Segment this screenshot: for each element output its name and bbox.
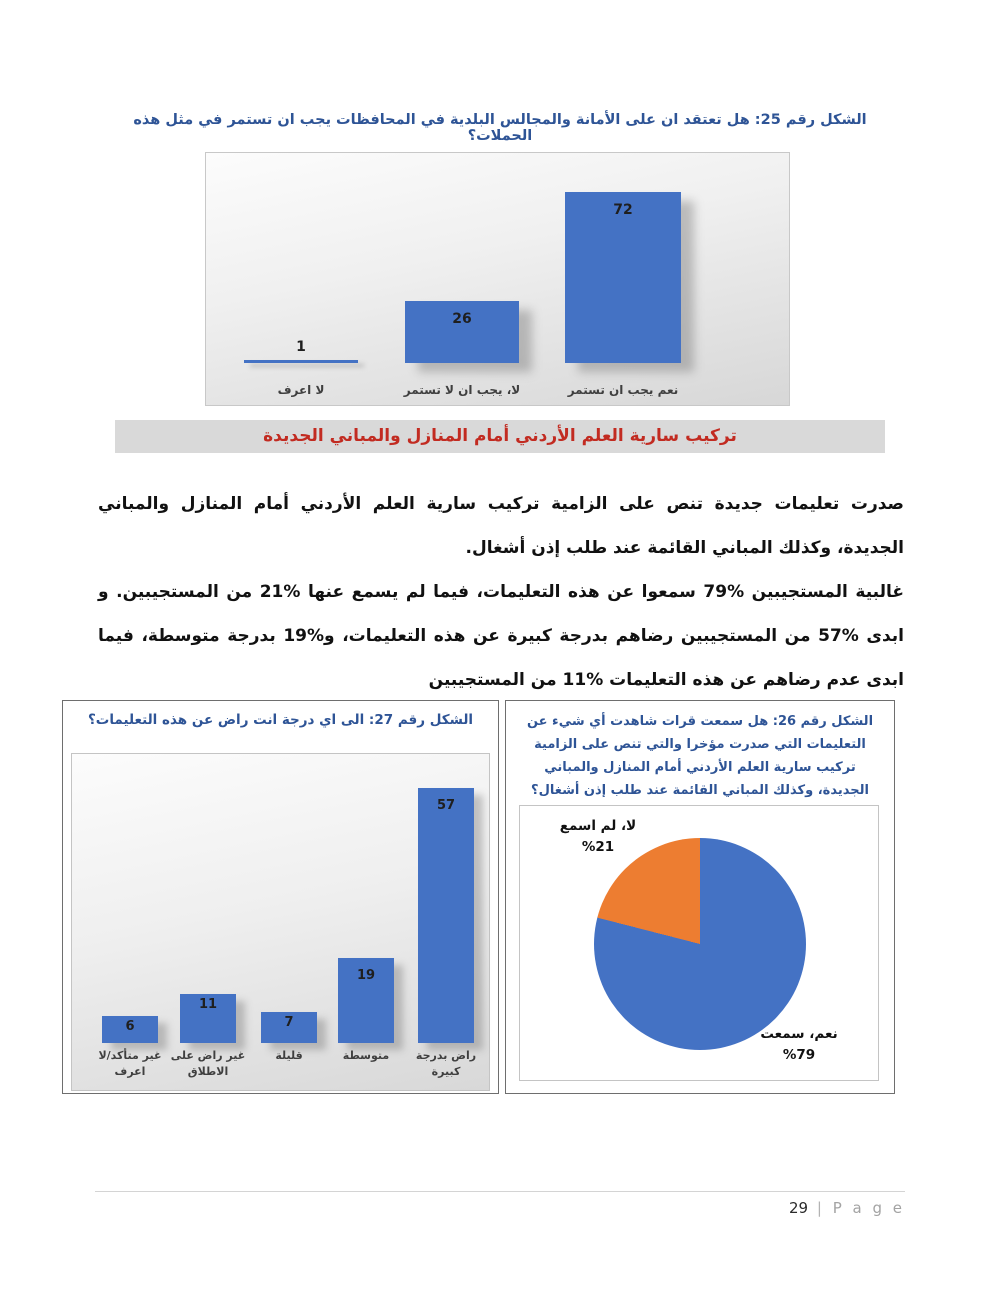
bar-value-label: 19 xyxy=(356,968,376,983)
bar-satisfied-large-degree xyxy=(418,788,474,1043)
figure-26-title: الشكل رقم 26: هل سمعت قرات شاهدت أي شيء عن التعليمات التي صدرت مؤخرا والتي تنص على الزامية تركيب سارية العلم الأردني أمام المنازل والمباني الجديدة، وكذلك المباني القائمة عند طلب إذن أشغال؟ xyxy=(526,714,874,798)
bar-medium xyxy=(338,958,394,1043)
page-footer xyxy=(789,1199,905,1217)
pie-slice-label-yes xyxy=(737,1024,861,1066)
figure-27-panel xyxy=(62,700,499,1094)
body-paragraph-2: غالبية المستجيبين %79 سمعوا عن هذه التعليمات، فيما لم يسمع عنها %21 من المستجيبين. و ابدى %57 من المستجيبين رضاهم بدرجة كبيرة عن هذه التعليمات، و%19 بدرجة متوسطة، فيما ابدى عدم رضاهم عن هذه التعليمات %11 من المستجيبين xyxy=(98,582,905,690)
pie-slice-label-no xyxy=(538,816,658,858)
page-number: 29 xyxy=(788,1199,809,1217)
figure-25-bar-chart xyxy=(205,152,790,406)
bar-little xyxy=(261,1012,317,1043)
category-label: لا اعرف xyxy=(277,383,325,397)
section-heading: تركيب سارية العلم الأردني أمام المنازل والمباني الجديدة xyxy=(115,420,885,453)
footer-label: P a g e xyxy=(832,1199,905,1217)
category-label: غير متأكد/لا اعرف xyxy=(98,1049,162,1078)
bar-not-satisfied-at-all xyxy=(180,994,236,1043)
footer-separator: | xyxy=(816,1199,822,1217)
pie-slice-percent: %21 xyxy=(581,839,615,855)
bar-value-label: 11 xyxy=(198,997,218,1012)
figure-25-title: الشكل رقم 25: هل تعتقد ان على الأمانة والمجالس البلدية في المحافظات يجب ان تستمر في مثل هذه الحملات؟ xyxy=(133,112,867,144)
category-label: نعم يجب ان تستمر xyxy=(567,383,679,397)
figure-27-bar-chart xyxy=(71,753,490,1091)
footer-divider xyxy=(95,1191,905,1192)
figure-26-panel xyxy=(505,700,895,1094)
bar-yes-should-continue xyxy=(565,192,681,363)
bar-dont-know xyxy=(244,360,358,363)
bar-value-label: 57 xyxy=(436,798,456,813)
category-label: قليلة xyxy=(275,1049,303,1062)
bar-value-label: 7 xyxy=(284,1015,294,1030)
category-label: راض بدرجة كبيرة xyxy=(415,1049,477,1078)
figure-27-title: الشكل رقم 27: الى اي درجة انت راض عن هذه التعليمات؟ xyxy=(87,712,474,728)
pie-slice-percent: %79 xyxy=(782,1047,816,1063)
figure-26-pie-chart xyxy=(519,805,879,1081)
pie xyxy=(594,838,806,1050)
category-label: غير راض على الاطلاق xyxy=(170,1049,246,1078)
bar-not-sure-dont-know xyxy=(102,1016,158,1043)
category-label: متوسطة xyxy=(342,1049,390,1062)
bar-no-should-not-continue xyxy=(405,301,519,363)
bar-value-label: 72 xyxy=(613,202,633,218)
pie-slice-name: لا، لم اسمع xyxy=(559,818,637,834)
category-label: لا، يجب ان لا تستمر xyxy=(403,383,521,397)
bar-value-label: 1 xyxy=(296,339,306,355)
body-paragraph-1: صدرت تعليمات جديدة تنص على الزامية تركيب سارية العلم الأردني أمام المنازل والمباني الجديدة، وكذلك المباني القائمة عند طلب إذن أشغال. xyxy=(98,494,904,558)
bar-value-label: 26 xyxy=(452,311,472,327)
pie-slice-name: نعم، سمعت xyxy=(760,1026,838,1042)
bar-value-label: 6 xyxy=(125,1019,135,1034)
